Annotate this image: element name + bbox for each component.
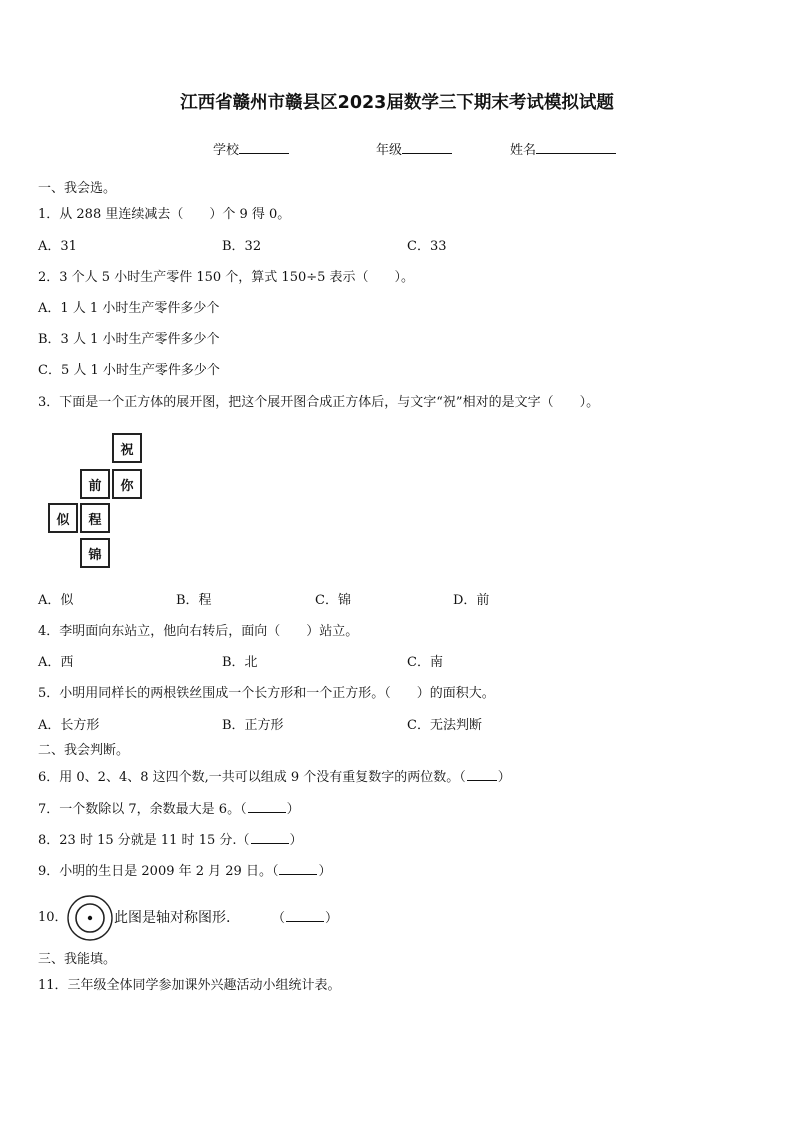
q1-option-b: B．32 bbox=[222, 239, 262, 254]
q5-option-b: B．正方形 bbox=[222, 718, 284, 733]
question-9 bbox=[38, 861, 331, 881]
q8-close: ） bbox=[289, 833, 303, 848]
grade-field bbox=[376, 139, 452, 159]
cube-net-figure bbox=[46, 433, 146, 573]
q6-answer-blank bbox=[467, 767, 497, 781]
section-2-heading: 二、我会判断。 bbox=[38, 743, 130, 758]
grade-label: 年级 bbox=[376, 143, 403, 158]
q4-option-a: A．西 bbox=[38, 655, 74, 670]
section-1-heading: 一、我会选。 bbox=[38, 181, 117, 196]
q7-answer-blank bbox=[248, 799, 286, 813]
q2-option-a: A．1 人 1 小时生产零件多少个 bbox=[38, 301, 220, 316]
q10-close: ） bbox=[325, 911, 339, 926]
net-cell-qian: 前 bbox=[80, 469, 110, 499]
net-cell-cheng: 程 bbox=[80, 503, 110, 533]
q9-close: ） bbox=[318, 864, 332, 879]
net-cell-jin: 锦 bbox=[80, 538, 110, 568]
question-8 bbox=[38, 830, 303, 850]
q1-option-c: C．33 bbox=[407, 239, 447, 254]
q10-answer-blank bbox=[286, 908, 324, 922]
q6-text: 6．用 0、2、4、8 这四个数,一共可以组成 9 个没有重复数字的两位数。（ bbox=[38, 770, 466, 785]
name-field bbox=[510, 139, 616, 159]
question-3: 3．下面是一个正方体的展开图，把这个展开图合成正方体后，与文字“祝”相对的是文字（ ）。 bbox=[38, 395, 600, 410]
q5-option-a: A．长方形 bbox=[38, 718, 100, 733]
q8-text: 8．23 时 15 分就是 11 时 15 分.（ bbox=[38, 833, 250, 848]
question-2: 2．3 个人 5 小时生产零件 150 个，算式 150÷5 表示（ ）。 bbox=[38, 270, 415, 285]
school-blank bbox=[239, 139, 289, 154]
question-7 bbox=[38, 799, 300, 819]
school-label: 学校 bbox=[213, 143, 240, 158]
q8-answer-blank bbox=[251, 830, 289, 844]
question-4: 4．李明面向东站立，他向右转后，面向（ ）站立。 bbox=[38, 624, 359, 639]
question-1: 1．从 288 里连续减去（ ）个 9 得 0。 bbox=[38, 207, 291, 222]
q10-number: 10． bbox=[38, 910, 68, 925]
concentric-circles-figure bbox=[66, 894, 114, 942]
page-title: 江西省赣州市赣县区2023届数学三下期末考试模拟试题 bbox=[180, 93, 614, 113]
q7-close: ） bbox=[286, 802, 300, 817]
q10-text: 此图是轴对称图形. bbox=[114, 910, 231, 926]
q4-option-c: C．南 bbox=[407, 655, 443, 670]
q3-option-c: C．锦 bbox=[315, 593, 351, 608]
question-11: 11．三年级全体同学参加课外兴趣活动小组统计表。 bbox=[38, 978, 341, 993]
q2-option-c: C．5 人 1 小时生产零件多少个 bbox=[38, 363, 220, 378]
center-dot bbox=[88, 916, 92, 920]
net-cell-ni: 你 bbox=[112, 469, 142, 499]
net-cell-zhu: 祝 bbox=[112, 433, 142, 463]
grade-blank bbox=[402, 139, 452, 154]
question-5: 5．小明用同样长的两根铁丝围成一个长方形和一个正方形。（ ）的面积大。 bbox=[38, 686, 495, 701]
q10-answer bbox=[272, 908, 338, 928]
q3-option-d: D．前 bbox=[453, 593, 490, 608]
q9-text: 9．小明的生日是 2009 年 2 月 29 日。（ bbox=[38, 864, 279, 879]
q10-open: （ bbox=[272, 911, 286, 926]
school-field bbox=[213, 139, 289, 159]
question-6 bbox=[38, 767, 511, 787]
q9-answer-blank bbox=[279, 861, 317, 875]
q7-text: 7．一个数除以 7，余数最大是 6。（ bbox=[38, 802, 247, 817]
q4-option-b: B．北 bbox=[222, 655, 258, 670]
section-3-heading: 三、我能填。 bbox=[38, 952, 117, 967]
name-blank bbox=[536, 139, 616, 154]
q6-close: ） bbox=[497, 770, 511, 785]
q3-option-a: A．似 bbox=[38, 593, 74, 608]
q2-option-b: B．3 人 1 小时生产零件多少个 bbox=[38, 332, 220, 347]
q1-option-a: A．31 bbox=[38, 239, 77, 254]
q5-option-c: C．无法判断 bbox=[407, 718, 482, 733]
net-cell-si: 似 bbox=[48, 503, 78, 533]
q3-option-b: B．程 bbox=[176, 593, 212, 608]
name-label: 姓名 bbox=[510, 143, 537, 158]
